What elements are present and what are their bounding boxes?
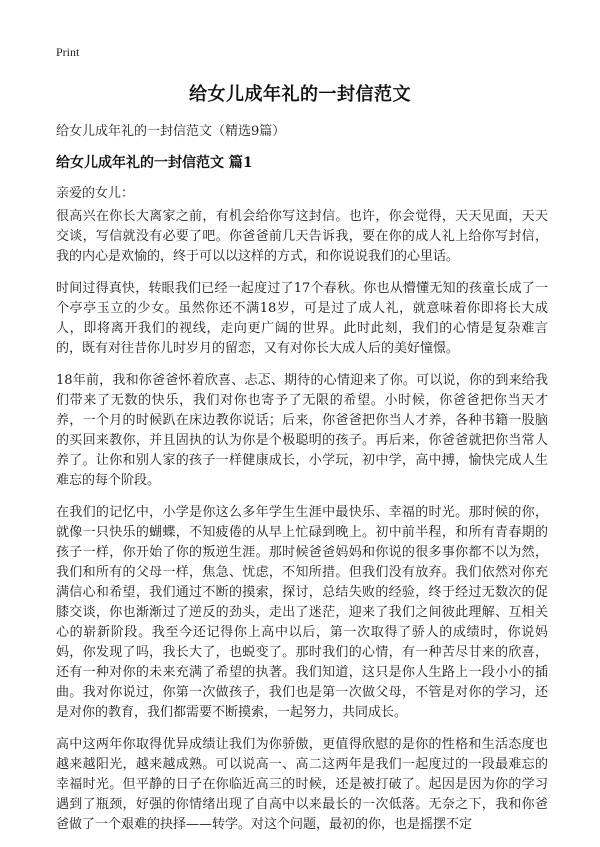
paragraph-5: 高中这两年你取得优异成绩让我们为你骄傲，更值得欣慰的是你的性格和生活态度也越来越阳光，越来越成熟。可以说高一、高二这两年是我们一起度过的一段最难忘的幸福时光。但平静的日子在你临近高三的时候，还是被打破了。起因是因为你的学习遇到了瓶颈，好强的你情绪出现了自高中以来最长的一次低落。无奈之下，我和你爸爸做了一个艰难的抉择——转学。对这个问题，最初的你，也是摇摆不定 bbox=[56, 737, 548, 832]
paragraph-1: 很高兴在你长大离家之前，有机会给你写这封信。也许，你会觉得，天天见面，天天交谈，写信就没有必要了吧。你爸爸前几天告诉我，要在你的成人礼上给你写封信，我的内心是欢愉的，终于可以以这样的方式，和你说说我们的心里话。 bbox=[56, 209, 548, 264]
paragraph-2: 时间过得真快，转眼我们已经一起度过了17个春秋。你也从懵懂无知的孩童长成了一个亭亭玉立的少女。虽然你还不满18岁，可是过了成人礼，就意味着你即将长大成人，即将离开我们的视线，走向更广阔的世界。此时此刻，我们的心情是复杂难言的，既有对往昔你儿时岁月的留恋，又有对你长大成人后的美好憧憬。 bbox=[56, 281, 548, 356]
print-label: Print bbox=[56, 45, 80, 59]
document-subtitle: 给女儿成年礼的一封信范文（精选9篇） bbox=[56, 124, 286, 139]
paragraph-4: 在我们的记忆中，小学是你这么多年学生生涯中最快乐、幸福的时光。那时候的你，就像一只快乐的蝴蝶，不知疲倦的从早上忙碌到晚上。初中前半程，和所有青春期的孩子一样，你开始了你的叛逆生涯。那时候爸爸妈妈和你说的很多事你都不以为然，我们和所有的父母一样，焦急、忧虑，不知所措。但我们没有放弃。我们依然对你充满信心和希望，我们通过不断的摸索，探讨，总结失败的经验，终于经过无数次的促膝交谈，你也渐渐过了逆反的劲头，走出了迷茫，迎来了我们之间彼此理解、互相关心的崭新阶段。我至今还记得你上高中以后，第一次取得了骄人的成绩时，你说妈妈，你发现了吗，我长大了，也蜕变了。那时我们的心情，有一种苦尽甘来的欣喜，还有一种对你的未来充满了希望的执著。我们知道，这只是你人生路上一段小小的插曲。我对你说过，你第一次做孩子，我们也是第一次做父母，不管是对你的学习，还是对你的教育，我们都需要不断摸索，一起努力，共同成长。 bbox=[56, 505, 548, 720]
document-title: 给女儿成年礼的一封信范文 bbox=[189, 84, 411, 105]
paragraph-3: 18年前，我和你爸爸怀着欣喜、忐忑、期待的心情迎来了你。可以说，你的到来给我们带来了无数的快乐，我们对你也寄予了无限的希望。小时候，你爸爸把你当天才养，一个月的时候趴在床边教你说话；后来，你爸爸把你当人才养，各种书籍一股脑的买回来教你，并且固执的认为你是个极聪明的孩子。再后来，你爸爸就把你当常人养了。让你和别人家的孩子一样健康成长，小学玩，初中学，高中搏，愉快完成人生难忘的每个阶段。 bbox=[56, 373, 548, 488]
letter-greeting: 亲爱的女儿： bbox=[56, 186, 135, 201]
section-heading: 给女儿成年礼的一封信范文 篇1 bbox=[56, 155, 253, 171]
letter-body bbox=[56, 207, 548, 847]
